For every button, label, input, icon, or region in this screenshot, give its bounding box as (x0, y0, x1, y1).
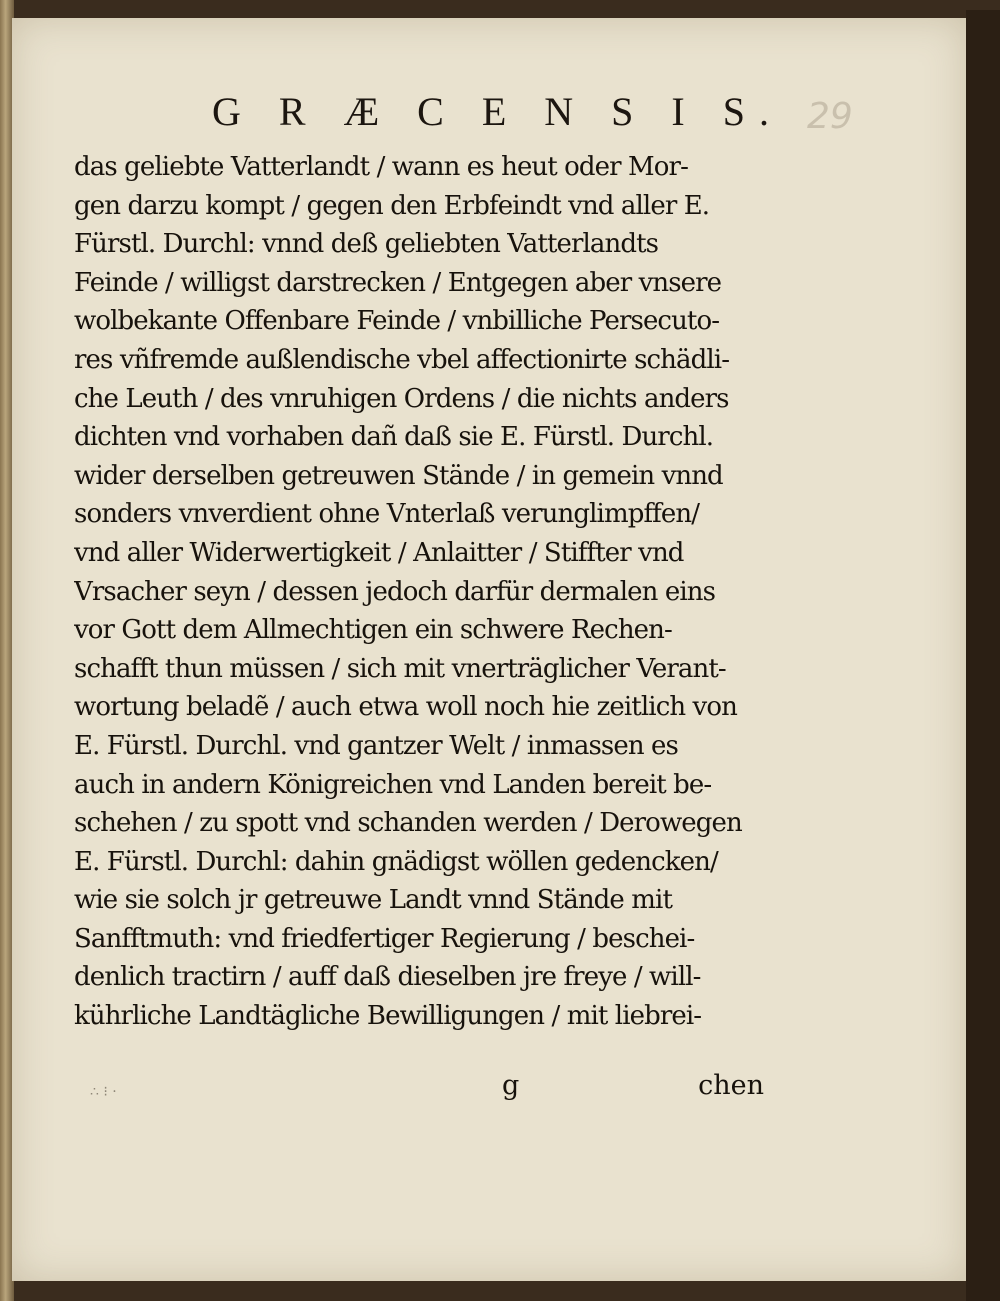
text-line: vnd aller Widerwertigkeit / Anlaitter / Stiffter vnd (74, 537, 684, 568)
text-line: dichten vnd vorhaben dañ daß sie E. Fürstl. Durchl. (74, 422, 714, 453)
text-line: che Leuth / des vnruhigen Ordens / die nichts anders (74, 383, 729, 414)
text-line: wortung beladẽ / auch etwa woll noch hie zeitlich von (74, 692, 737, 723)
text-line: denlich tractirn / auff daß dieselben jre freye / will- (74, 962, 701, 993)
text-line: Feinde / willigst darstrecken / Entgegen aber vnsere (74, 267, 722, 298)
text-line: wider derselben getreuwen Stände / in gemein vnnd (74, 460, 723, 491)
ink-smudge: ∴ ⁝ · (90, 1084, 117, 1100)
text-line: vor Gott dem Allmechtigen ein schwere Rechen- (74, 615, 672, 646)
text-line: E. Fürstl. Durchl: dahin gnädigst wöllen gedencken/ (74, 846, 718, 877)
folio-number: 29 (807, 96, 853, 137)
text-line: kührliche Landtägliche Bewilligungen / mit liebrei- (74, 1001, 702, 1032)
text-line: Vrsacher seyn / dessen jedoch darfür dermalen eins (74, 576, 716, 607)
catchword: chen (698, 1070, 764, 1101)
page-footer (74, 1070, 774, 1110)
running-head: G R Æ C E N S I S. (212, 89, 783, 134)
text-line: E. Fürstl. Durchl. vnd gantzer Welt / inmassen es (74, 730, 678, 761)
text-line: gen darzu kompt / gegen den Erbfeindt vnd aller E. (74, 190, 710, 221)
signature-mark: g (502, 1070, 520, 1101)
text-line: Fürstl. Durchl: vnnd deß geliebten Vatterlandts (74, 229, 659, 260)
text-line: Sanfftmuth: vnd friedfertiger Regierung / beschei- (74, 923, 695, 954)
text-line: wie sie solch jr getreuwe Landt vnnd Stände mit (74, 885, 672, 916)
text-line: schehen / zu spott vnd schanden werden / Derowegen (74, 808, 742, 839)
text-line: wolbekante Offenbare Feinde / vnbilliche Persecuto- (74, 306, 720, 337)
body-text (74, 148, 774, 1036)
text-line: das geliebte Vatterlandt / wann es heut oder Mor- (74, 152, 688, 182)
text-line: schafft thun müssen / sich mit vnerträglicher Verant- (74, 653, 726, 684)
book-page (12, 18, 966, 1281)
text-line: res vñfremde außlendische vbel affectionirte schädli- (74, 344, 730, 375)
text-line: auch in andern Königreichen vnd Landen bereit be- (74, 769, 712, 800)
page-edge (966, 10, 1000, 1301)
text-line: sonders vnverdient ohne Vnterlaß verunglimpffen/ (74, 499, 700, 530)
